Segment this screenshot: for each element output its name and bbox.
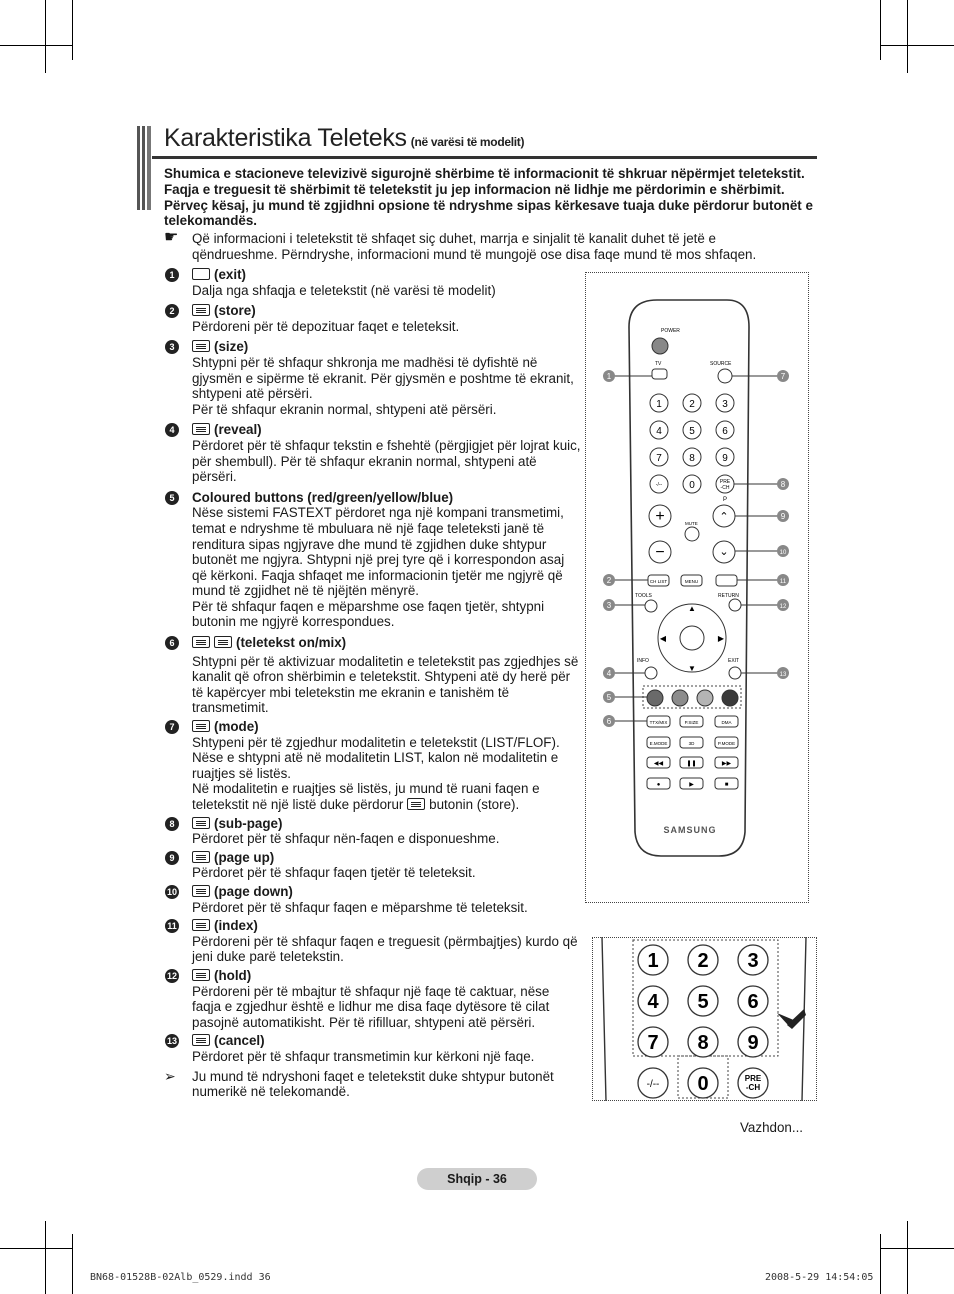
item-text-part: butonin (store). (429, 797, 520, 812)
page-title (164, 124, 524, 153)
dma-label: DMA (721, 720, 732, 725)
svg-text:10: 10 (779, 550, 787, 556)
item-text: Për të shfaqur ekranin normal, shtypeni atë përsëri. (192, 401, 497, 417)
svg-text:8: 8 (780, 480, 786, 489)
svg-text:12: 12 (779, 604, 787, 610)
feature-list (164, 267, 582, 1100)
crop-mark (72, 1234, 73, 1294)
arrow-left-icon: ◀ (659, 634, 667, 643)
digit-label: 9 (747, 1032, 759, 1054)
item-number: 5 (165, 491, 179, 505)
item-text: Përdoret për të shfaqur nën-faqen e disponueshme. (192, 831, 500, 847)
item-text: Përdoreni për të mbajtur të shfaqur një faqe të caktuar, nëse faqja e zgjedhur është e lidhur me disa faqe dytësore të cilat pasojnë automatikisht. Për të rifilluar, shtypeni atë përsëri. (192, 983, 550, 1030)
tv-button[interactable] (652, 369, 667, 379)
item-text: Përdoreni për të shfaqur faqen e treguesit (përmbajtjes) kurdo që jeni duke parë teletekstin. (192, 933, 578, 965)
item-heading: (size) (214, 339, 249, 355)
title-decoration (137, 126, 153, 210)
svg-text:13: 13 (779, 672, 787, 678)
exit-icon (192, 268, 210, 280)
size-icon (192, 340, 210, 352)
svg-text:3: 3 (606, 601, 612, 610)
arrow-right-icon: ▶ (717, 634, 725, 643)
arrow-up-icon: ▲ (688, 604, 696, 613)
forward-icon: ▶▶ (721, 761, 732, 767)
list-item (164, 918, 582, 965)
svg-text:2: 2 (606, 576, 612, 585)
list-item (164, 719, 582, 813)
crop-mark (0, 1248, 73, 1249)
intro-paragraph: Shumica e stacioneve televizivë sigurojnë shërbime të informacionit të shkruar nëpërmjet teletekstit. Faqja e treguesit të shërbimit të teletekstit ju jep informacion në lidhje me përdorimin e shërbimit. Përveç kësaj, ju mund të zgjidhni opsione të ndryshme sipas kërkesave tuaja duke përdorur butonët e telekomandës. (164, 166, 813, 229)
brand-logo: SAMSUNG (663, 825, 717, 835)
item-text: Për të shfaqur faqen e mëparshme ose faqen tjetër, shtypni butonin me ngjyrë korrespondues. (192, 598, 545, 630)
remote-illustration (585, 272, 809, 903)
digit-label: 3 (722, 399, 728, 410)
callout (741, 599, 789, 611)
record-icon: ● (656, 782, 661, 788)
blue-button[interactable] (722, 690, 738, 706)
item-heading: (exit) (214, 267, 246, 282)
item-text: Përdoreni për të depozituar faqet e teleteksit. (192, 318, 460, 334)
item-number: 8 (165, 817, 179, 831)
list-item (164, 267, 582, 298)
item-heading: (page up) (214, 849, 275, 865)
source-label: SOURCE (710, 361, 732, 367)
digit-label: 8 (697, 1032, 709, 1054)
power-button[interactable] (652, 338, 668, 354)
enter-button[interactable] (680, 626, 704, 650)
list-item (164, 1033, 582, 1064)
keypad-closeup (592, 937, 817, 1101)
chevron-up-icon: ⌃ (719, 511, 729, 523)
item-number: 10 (166, 886, 177, 897)
crop-mark (907, 1221, 908, 1294)
mute-button[interactable] (685, 527, 699, 541)
rewind-icon: ◀◀ (653, 761, 664, 767)
yellow-button[interactable] (697, 690, 713, 706)
list-item (164, 490, 582, 630)
index-icon (192, 919, 210, 931)
title-note: (në varësi të modelit) (410, 135, 525, 149)
pre-ch-label: -CH (720, 485, 730, 491)
red-button[interactable] (647, 690, 663, 706)
item-number: 11 (165, 919, 179, 933)
chevron-down-icon: ⌄ (719, 546, 729, 558)
crop-mark (45, 1221, 46, 1294)
item-heading: (cancel) (214, 1033, 265, 1049)
store-icon (407, 798, 425, 810)
item-heading: (mode) (214, 719, 259, 735)
digit-label: 1 (656, 399, 662, 410)
item-heading: (index) (214, 918, 258, 934)
digit-label: 6 (747, 991, 759, 1013)
index-button[interactable] (716, 575, 737, 586)
3d-label: 3D (688, 741, 695, 746)
item-heading: Coloured buttons (red/green/yellow/blue) (192, 489, 454, 505)
footer-file: BN68-01528B-02Alb_0529.indd 36 (90, 1272, 271, 1283)
digit-label: 5 (697, 991, 709, 1013)
exit-button[interactable] (729, 667, 741, 679)
power-label: POWER (661, 328, 680, 334)
return-button[interactable] (729, 599, 741, 611)
pointing-hand-icon: ☛ (164, 229, 179, 246)
keypad-digits (638, 945, 768, 1098)
dash-label: -/-- (655, 482, 663, 488)
tip (164, 1069, 582, 1100)
list-item (164, 850, 582, 881)
digit-label: 0 (697, 1073, 709, 1095)
item-text: Përdoret për të shfaqur faqen e mëparshme të teleteksit. (192, 899, 528, 915)
item-number: 3 (165, 340, 179, 354)
exit-label: EXIT (728, 658, 740, 664)
digit-label: 4 (656, 426, 662, 437)
info-button[interactable] (645, 667, 657, 679)
item-heading: (reveal) (214, 422, 262, 438)
digit-label: 6 (722, 426, 728, 437)
list-item (164, 303, 582, 334)
item-heading: (teletekst on/mix) (236, 635, 347, 651)
p-size-label: P.SIZE (684, 720, 699, 725)
item-number: 1 (165, 268, 179, 282)
item-number: 9 (165, 851, 179, 865)
tools-button[interactable] (645, 600, 657, 612)
digit-label: 2 (689, 399, 695, 410)
page-down-icon (192, 885, 210, 897)
digit-label: 3 (747, 950, 759, 972)
item-number: 6 (165, 636, 179, 650)
arrow-down-icon: ▼ (688, 664, 696, 673)
mode-icon (192, 720, 210, 732)
crop-mark (880, 1234, 881, 1294)
play-icon: ▶ (689, 782, 694, 788)
item-number: 13 (166, 1036, 177, 1047)
digit-label: 2 (697, 950, 709, 972)
mix-icon (214, 636, 232, 648)
digit-label: 0 (689, 480, 695, 491)
info-label: INFO (637, 658, 649, 664)
digit-label: 1 (647, 950, 659, 972)
list-item (164, 968, 582, 1030)
item-text (192, 781, 582, 812)
pause-icon: ❚❚ (686, 761, 697, 767)
source-button[interactable] (718, 369, 732, 383)
title-rule (152, 156, 817, 159)
svg-text:1: 1 (606, 372, 612, 381)
item-heading: (hold) (214, 967, 252, 983)
footer-timestamp: 2008-5-29 14:54:05 (765, 1272, 874, 1283)
stop-icon: ■ (724, 782, 729, 788)
svg-text:11: 11 (779, 579, 787, 585)
list-item (164, 422, 582, 484)
page-number: Shqip - 36 (417, 1168, 537, 1190)
callout (741, 667, 789, 679)
arrow-icon: ➢ (164, 1067, 176, 1084)
teletext-icon (192, 636, 210, 648)
page-up-icon (192, 851, 210, 863)
digit-label: 8 (689, 453, 695, 464)
title-text: Karakteristika Teleteks (164, 124, 407, 152)
svg-text:5: 5 (606, 693, 612, 702)
list-item (164, 816, 582, 847)
list-item (164, 635, 582, 716)
crop-mark (880, 1248, 954, 1249)
item-text: Shtypeni për të zgjedhur modalitetin e teletekstit (LIST/FLOF). Nëse e shtypni atë në modalitetin LIST, kalon në modalitetin e ruajtjes së listës. (192, 734, 560, 781)
item-text-part: Në modalitetin e ruajtjes së listës, ju mund të ruani faqen e teletekstit në një listë duke përdorur (192, 781, 540, 812)
svg-text:9: 9 (780, 512, 786, 521)
item-text: Përdoret për të shfaqur tekstin e fshehtë (përgjigjet për lojrat kuic, për shembull). Për të shfaqur ekranin normal, shtypeni atë përsëri. (192, 437, 581, 485)
crop-mark (0, 45, 73, 46)
item-text: Shtypni për të shfaqur shkronja me madhësi të dyfishtë në gjysmën e sipërme të ekranit. Për gjysmën e poshtme të ekranit, shtypeni atë përsëri. (192, 354, 574, 402)
digit-label: 7 (656, 453, 662, 464)
svg-text:4: 4 (606, 669, 612, 678)
pre-ch-label: PRE (744, 1074, 762, 1083)
plus-icon: + (655, 508, 665, 525)
p-label: P (723, 497, 728, 503)
continue-label: Vazhdon... (740, 1120, 804, 1135)
cancel-icon (192, 1034, 210, 1046)
tools-label: TOOLS (635, 593, 652, 599)
digit-label: 9 (722, 453, 728, 464)
mute-label: MUTE (685, 521, 698, 526)
item-number: 7 (165, 720, 179, 734)
item-text: Dalja nga shfaqja e teletekstit (në varësi të modelit) (192, 282, 496, 298)
hold-icon (192, 969, 210, 981)
item-heading: (store) (214, 303, 256, 319)
navigation-pad (658, 604, 726, 673)
reveal-icon (192, 423, 210, 435)
item-text: Shtypni për të aktivizuar modalitetin e teletekstit pas zgjedhjes së kanalit që ofron shërbimin e teletekstit. Shtypeni atë dy herë për të kapërcyer mbi teletekstin me ekranin e tanishëm të transmetimit. (192, 653, 579, 716)
green-button[interactable] (672, 690, 688, 706)
note-text: Që informacioni i teletekstit të shfaqet siç duhet, marrja e sinjalit të kanalit duhet të jetë e qëndrueshme. Përndryshe, informacioni mund të mungojë ose disa faqe mund të mos shfaqen. (192, 231, 757, 262)
ttx-mix-label: TTX/MIX (649, 720, 668, 725)
pre-ch-label: -CH (745, 1083, 761, 1092)
tip-text: Ju mund të ndryshoni faqet e teletekstit duke shtypur butonët numerikë në telekomandë. (192, 1068, 554, 1100)
svg-text:6: 6 (606, 717, 612, 726)
list-item (164, 884, 582, 915)
digit-label: 7 (647, 1032, 659, 1054)
pointer-arrow-icon (777, 1009, 806, 1029)
tv-label: TV (655, 361, 662, 367)
dash-label: -/-- (646, 1079, 660, 1090)
crop-mark (880, 0, 881, 60)
crop-mark (45, 0, 46, 73)
menu-label: MENU (684, 579, 699, 584)
p-mode-label: P.MODE (717, 741, 736, 746)
digit-label: 4 (647, 991, 659, 1013)
digit-label: 5 (689, 426, 695, 437)
return-label: RETURN (718, 593, 739, 599)
sub-page-icon (192, 817, 210, 829)
e-mode-label: E.MODE (649, 741, 668, 746)
pre-ch-label: PRE (719, 479, 731, 485)
list-item (164, 339, 582, 417)
item-text: Nëse sistemi FASTEXT përdoret nga një kompani transmetimi, temat e ndryshme të mbuluara në një faqe teleteksti janë të renditura sipas ngjyrave dhe mund të zgjidhen duke shtypur butonët me ngjyra. Shtypni një prej tyre që i korrespondon asaj që kërkoni. Faqja shfaqet me informacionin tjetër me ngjyrë që mund të zgjidhet në të njëjtën mënyrë. (192, 505, 565, 599)
minus-icon: − (655, 544, 665, 561)
item-heading: (page down) (214, 883, 293, 899)
crop-mark (907, 0, 908, 73)
item-text: Përdoret për të shfaqur transmetimin kur kërkoni një faqe. (192, 1048, 535, 1064)
crop-mark (880, 45, 954, 46)
item-heading: (sub-page) (214, 815, 283, 831)
item-number: 4 (165, 423, 179, 437)
svg-text:7: 7 (780, 372, 786, 381)
store-icon (192, 304, 210, 316)
crop-mark (72, 0, 73, 60)
item-number: 2 (165, 304, 179, 318)
item-number: 12 (166, 970, 177, 981)
note (164, 231, 804, 263)
ch-list-label: CH LIST (649, 579, 668, 584)
item-text: Përdoret për të shfaqur faqen tjetër të teleteksit. (192, 865, 476, 881)
